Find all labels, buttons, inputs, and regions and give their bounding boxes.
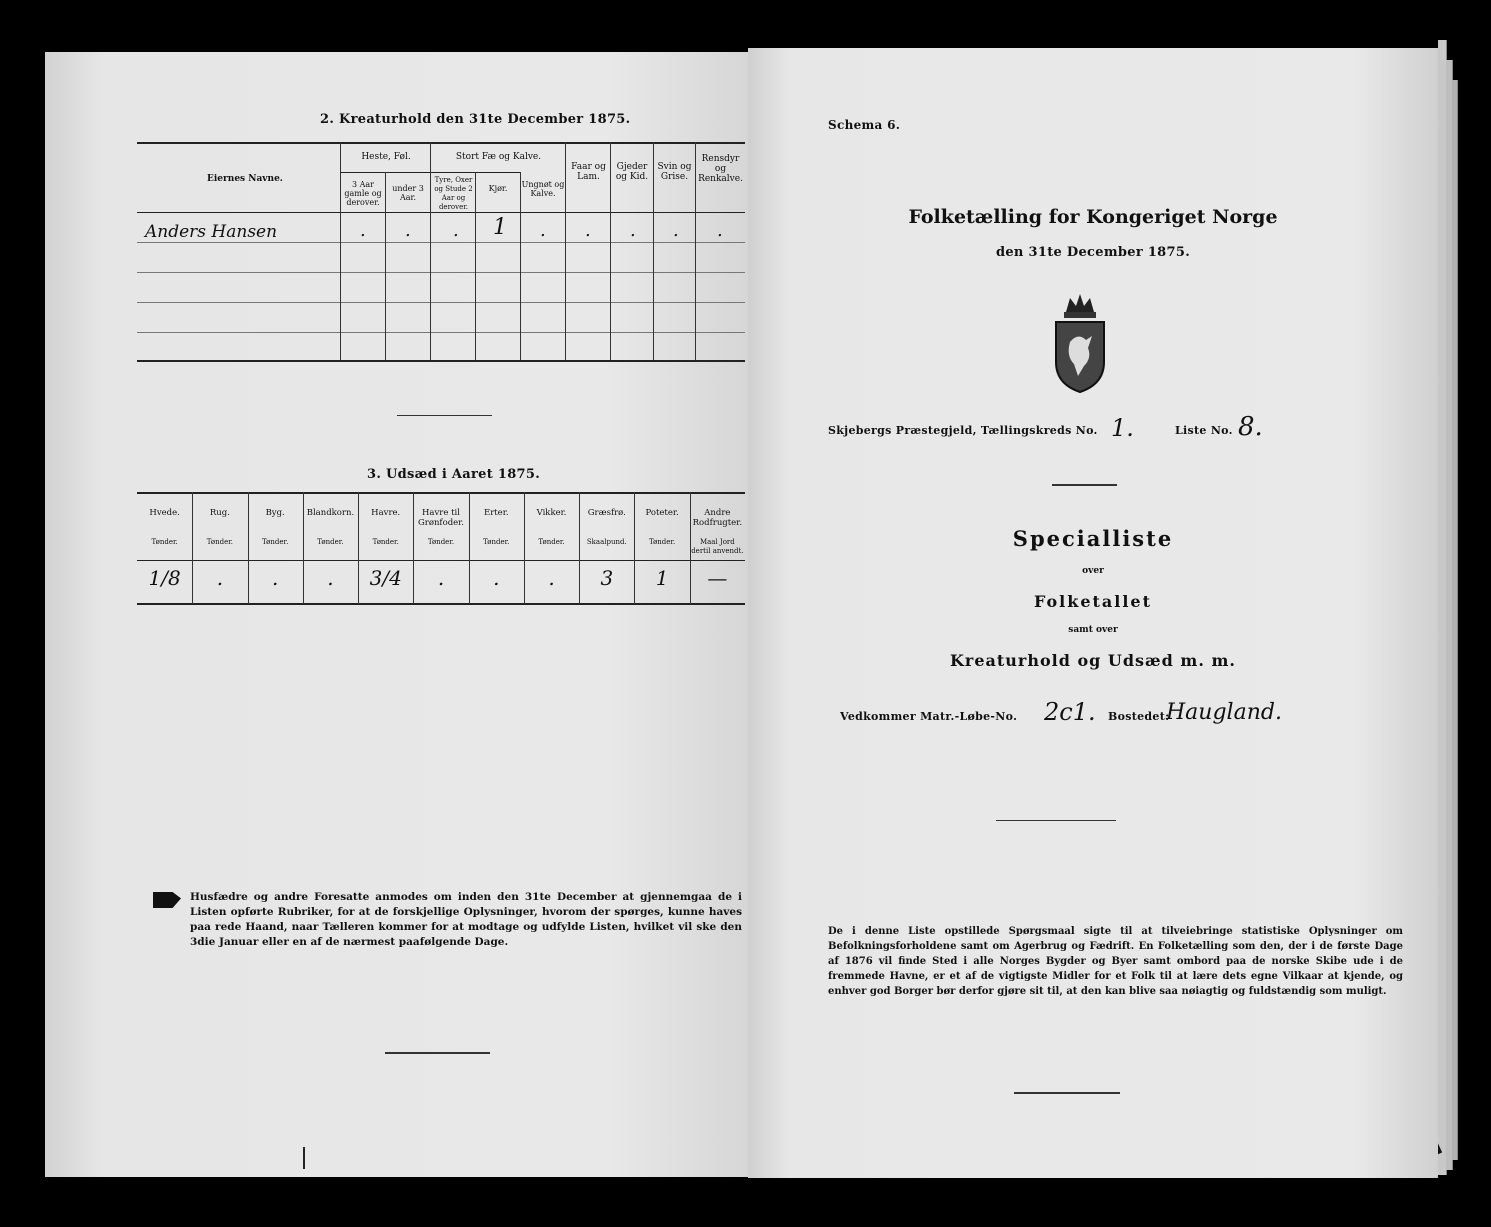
coat-of-arms-icon	[1048, 292, 1112, 394]
matr-number: 2c1.	[1044, 698, 1096, 726]
crop-name: Poteter.	[645, 508, 679, 518]
right-page	[748, 48, 1438, 1178]
crop-value: .	[216, 566, 224, 590]
col-divider	[475, 172, 476, 360]
crop-unit: Tønder.	[317, 538, 344, 546]
crop-value: 1/8	[148, 566, 181, 590]
stort-header: Stort Fæ og Kalve.	[455, 152, 542, 162]
table-rule	[137, 360, 745, 362]
samt-over-text: samt over	[1068, 625, 1118, 635]
district-label: Skjebergs Præstegjeld, Tællingskreds No.	[828, 424, 1098, 437]
col-divider	[565, 142, 566, 360]
crop-name: Vikker.	[536, 508, 567, 518]
crop-value: 3/4	[369, 566, 402, 590]
owner-col-header: Eiernes Navne.	[207, 174, 283, 184]
faar-header: Faar og Lam.	[571, 162, 606, 182]
cell-svin: .	[673, 220, 679, 241]
crop-name: Havre til Grønfoder.	[417, 508, 464, 528]
crop-name: Hvede.	[149, 508, 180, 518]
crop-name: Rug.	[209, 508, 230, 518]
notice-text: Husfædre og andre Foresatte anmodes om inden den 31te December at gjennemgaa de i Listen opførte Rubriker, for at de forskjellige Oplysninger, hvorom der spørges, kunne haves paa rede Haand, naar Tælleren kommer for at modtage og udfylde Listen, hvilket vil ske den 3die Januar eller en af de nærmest paafølgende Dage.	[190, 891, 742, 948]
table-rule	[137, 492, 745, 494]
cell-heste1: .	[360, 220, 366, 241]
heste-header: Heste, Føl.	[361, 152, 411, 162]
pointing-hand-icon	[153, 892, 181, 908]
section2-title: 2. Kreaturhold den 31te December 1875.	[320, 112, 631, 127]
stort-col3: Ungnøt og Kalve.	[521, 180, 565, 198]
kreaturhold-heading: Kreaturhold og Udsæd m. m.	[950, 651, 1236, 670]
crop-name: Byg.	[265, 508, 285, 518]
footer-text: De i denne Liste opstillede Spørgsmaal sigte til at tilveiebringe statistiske Oplysninger om Befolkningsforholdene samt om Agerbrug og Fædrift. En Folketælling som den, der i de første Dage af 1876 vil finde Sted i alle Norges Bygder og Byer samt ombord paa de norske Skibe ude i de fremmede Havne, er et af de vigtigste Midler for et Folk til at lære dets egne Vilkaar at kjende, og enhver god Borger bør derfor gjøre sit til, at den kan blive saa nøiagtig og fuldstændig som muligt.	[828, 926, 1403, 997]
crop-unit: Tønder.	[538, 538, 565, 546]
liste-label: Liste No.	[1175, 424, 1233, 437]
crop-value: .	[437, 566, 445, 590]
crop-value: 1	[655, 566, 669, 590]
stort-col1: Tyre, Oxer og Stude 2 Aar og derover.	[434, 176, 473, 211]
crop-unit: Tønder.	[206, 538, 234, 546]
gjeder-header: Gjeder og Kid.	[615, 162, 649, 182]
separator	[397, 415, 492, 416]
col-divider	[430, 142, 431, 360]
folketallet-heading: Folketallet	[1034, 592, 1152, 611]
bosted-value: Haugland.	[1166, 700, 1282, 725]
heste-col2: under 3 Aar.	[392, 184, 424, 202]
separator	[1052, 484, 1117, 486]
bosted-label: Bostedet:	[1108, 710, 1170, 723]
crop-name: Havre.	[371, 508, 401, 518]
crop-unit: Tønder.	[372, 538, 399, 546]
crop-name: Erter.	[483, 508, 509, 518]
svin-header: Svin og Grise.	[657, 162, 692, 182]
cell-heste2: .	[405, 220, 411, 241]
page-edge	[1452, 80, 1458, 1160]
crop-value: —	[707, 566, 728, 590]
crop-unit: Tønder.	[483, 538, 510, 546]
cell-kjor: 1	[493, 215, 507, 240]
separator	[385, 1052, 490, 1054]
cell-stort1: .	[453, 220, 459, 241]
crop-value: 3	[600, 566, 614, 590]
matr-label: Vedkommer Matr.-Løbe-No.	[840, 710, 1018, 723]
heste-col1: 3 Aar gamle og derover.	[344, 180, 382, 207]
liste-number: 8.	[1238, 412, 1263, 442]
rensdyr-header: Rensdyr og Renkalve.	[698, 154, 743, 184]
crop-value: .	[327, 566, 334, 590]
crop-name: Græsfrø.	[587, 508, 626, 518]
stort-col2: Kjør.	[488, 184, 508, 193]
schema-label: Schema 6.	[828, 118, 901, 132]
crop-unit: Tønder.	[648, 538, 676, 546]
crop-value: .	[271, 566, 279, 590]
crop-name: Blandkorn.	[306, 508, 355, 518]
crop-unit: Tønder.	[151, 538, 178, 546]
cell-gjeder: .	[630, 220, 636, 241]
over-text: over	[1082, 566, 1104, 576]
crop-unit: Skaalpund.	[586, 538, 627, 546]
ink-mark	[303, 1147, 305, 1169]
title-date: den 31te December 1875.	[995, 245, 1191, 260]
cell-ungnot: .	[540, 220, 546, 241]
crop-value: .	[493, 566, 500, 590]
main-title: Folketælling for Kongeriget Norge	[908, 206, 1278, 228]
separator	[1014, 1092, 1120, 1094]
owner-name: Anders Hansen	[145, 222, 278, 242]
table-rule	[137, 560, 745, 561]
left-page	[45, 52, 750, 1177]
crop-value: .	[548, 566, 555, 590]
section3-title: 3. Udsæd i Aaret 1875.	[367, 467, 541, 482]
cell-rensdyr: .	[717, 220, 723, 241]
crop-unit: Tønder.	[427, 538, 455, 546]
crop-name: Andre Rodfrugter.	[692, 508, 743, 528]
table-rule	[137, 603, 745, 605]
specialliste-heading: Specialliste	[1012, 526, 1174, 551]
separator	[996, 820, 1116, 821]
col-divider	[340, 142, 341, 360]
cell-faar: .	[585, 220, 591, 241]
crop-unit: Tønder.	[262, 538, 289, 546]
crop-unit: Maal Jord dertil anvendt.	[691, 538, 744, 555]
district-number: 1.	[1111, 414, 1134, 442]
col-divider	[520, 172, 521, 360]
